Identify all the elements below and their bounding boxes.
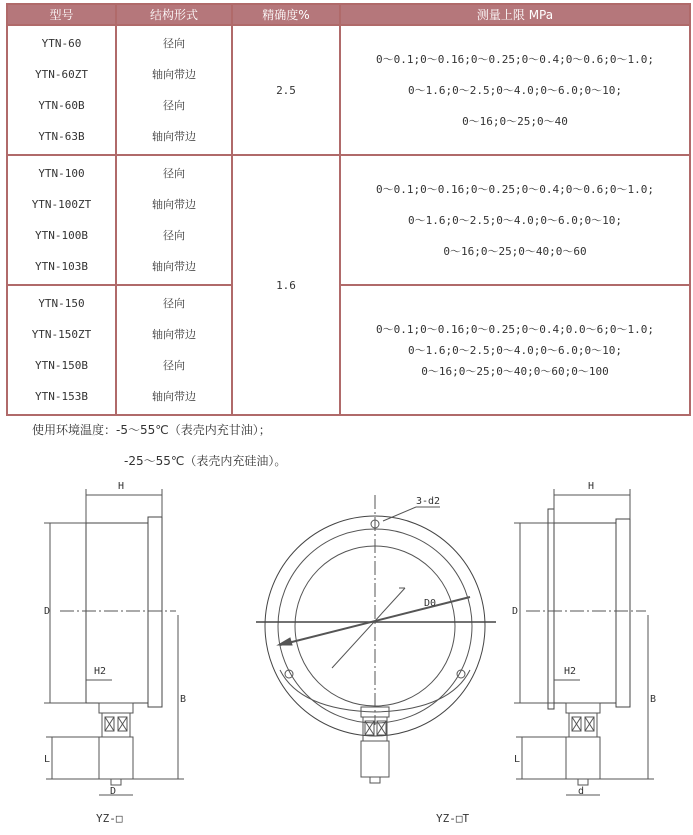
header-structure: 结构形式 xyxy=(116,4,232,25)
label-b: B xyxy=(180,694,187,705)
range-cell xyxy=(340,285,690,415)
structure-type: 轴向带边 xyxy=(152,390,196,403)
structure-type: 径向 xyxy=(163,37,185,50)
front-flange xyxy=(548,509,554,709)
thread xyxy=(361,741,389,777)
tip xyxy=(370,777,380,783)
model-name: YTN-63B xyxy=(38,130,85,143)
model-cell xyxy=(7,25,116,155)
drawing-axial-flange-view xyxy=(514,489,657,795)
model-name: YTN-150 xyxy=(38,297,85,310)
structure-cell xyxy=(116,25,232,155)
model-cell xyxy=(7,155,116,285)
model-name: YTN-150B xyxy=(35,359,88,372)
label-b: B xyxy=(650,694,657,705)
model-name: YTN-60ZT xyxy=(35,68,88,81)
pointer xyxy=(332,588,405,668)
label-h: H xyxy=(118,481,125,492)
model-name: YTN-150ZT xyxy=(31,328,92,341)
model-name: YTN-60 xyxy=(41,37,82,50)
tip xyxy=(578,779,588,785)
range-line: 0～1.6;0～2.5;0～4.0;0～6.0;0～10; xyxy=(408,213,622,227)
drawing-front-view xyxy=(256,495,496,783)
temp-note-glycerin: 使用环境温度：-5～55℃（表壳内充甘油）； xyxy=(32,423,271,437)
label-holes: 3-d2 xyxy=(416,496,441,507)
label-d: D xyxy=(512,606,519,617)
range-cell xyxy=(340,155,690,285)
stem-neck xyxy=(566,703,600,713)
structure-type: 径向 xyxy=(163,229,185,242)
header-range: 测量上限 MPa xyxy=(340,4,690,25)
range-line: 0～0.1;0～0.16;0～0.25;0～0.4;0～0.6;0～1.0; xyxy=(376,52,654,66)
structure-type: 径向 xyxy=(163,359,185,372)
table-row xyxy=(7,285,690,415)
structure-type: 轴向带边 xyxy=(152,68,196,81)
structure-cell xyxy=(116,155,232,285)
range-line: 0～16;0～25;0～40;0～60;0～100 xyxy=(421,364,609,378)
temp-note-silicone: -25～55℃（表壳内充硅油）。 xyxy=(124,454,287,468)
case-back xyxy=(616,519,630,707)
thread xyxy=(566,737,600,779)
technical-drawings xyxy=(0,475,693,835)
label-d-thread: d xyxy=(578,786,585,797)
model-name: YTN-100B xyxy=(35,229,88,242)
spec-table xyxy=(6,3,691,416)
model-name: YTN-100ZT xyxy=(31,198,92,211)
structure-type: 轴向带边 xyxy=(152,260,196,273)
model-name: YTN-60B xyxy=(38,99,85,112)
label-l: L xyxy=(514,754,521,765)
range-line: 0～1.6;0～2.5;0～4.0;0～6.0;0～10; xyxy=(408,343,622,357)
model-name: YTN-100 xyxy=(38,167,85,180)
range-line: 0～0.1;0～0.16;0～0.25;0～0.4;0～0.6;0～1.0; xyxy=(376,182,654,196)
table-header-row xyxy=(7,4,690,25)
structure-cell xyxy=(116,285,232,415)
model-name: YTN-153B xyxy=(35,390,88,403)
label-d: D xyxy=(44,606,51,617)
accuracy-cell: 2.5 xyxy=(232,25,340,155)
structure-type: 径向 xyxy=(163,99,185,112)
structure-type: 轴向带边 xyxy=(152,328,196,341)
header-accuracy: 精确度% xyxy=(232,4,340,25)
model-cell xyxy=(7,285,116,415)
tip xyxy=(111,779,121,785)
range-line: 0～1.6;0～2.5;0～4.0;0～6.0;0～10; xyxy=(408,83,622,97)
accuracy-cell: 1.6 xyxy=(232,155,340,415)
case-rim xyxy=(148,517,162,707)
label-h: H xyxy=(588,481,595,492)
stem-neck xyxy=(99,703,133,713)
range-line: 0～16;0～25;0～40 xyxy=(462,114,568,128)
thread xyxy=(99,737,133,779)
label-d0: D0 xyxy=(424,598,437,609)
caption-axial: YZ-□T xyxy=(436,812,470,825)
label-d-thread: D xyxy=(110,786,117,797)
label-h2: H2 xyxy=(564,666,577,677)
drawing-radial-side-view xyxy=(44,489,187,795)
range-cell xyxy=(340,25,690,155)
header-model: 型号 xyxy=(7,4,116,25)
label-l: L xyxy=(44,754,51,765)
table-row xyxy=(7,155,690,285)
arrow-head xyxy=(278,638,292,645)
table-row xyxy=(7,25,690,155)
structure-type: 轴向带边 xyxy=(152,198,196,211)
caption-radial: YZ-□ xyxy=(96,812,123,825)
range-line: 0～0.1;0～0.16;0～0.25;0～0.4;0.0～6;0～1.0; xyxy=(376,322,654,336)
structure-type: 径向 xyxy=(163,297,185,310)
structure-type: 轴向带边 xyxy=(152,130,196,143)
structure-type: 径向 xyxy=(163,167,185,180)
model-name: YTN-103B xyxy=(35,260,88,273)
range-line: 0～16;0～25;0～40;0～60 xyxy=(443,244,587,258)
label-h2: H2 xyxy=(94,666,107,677)
